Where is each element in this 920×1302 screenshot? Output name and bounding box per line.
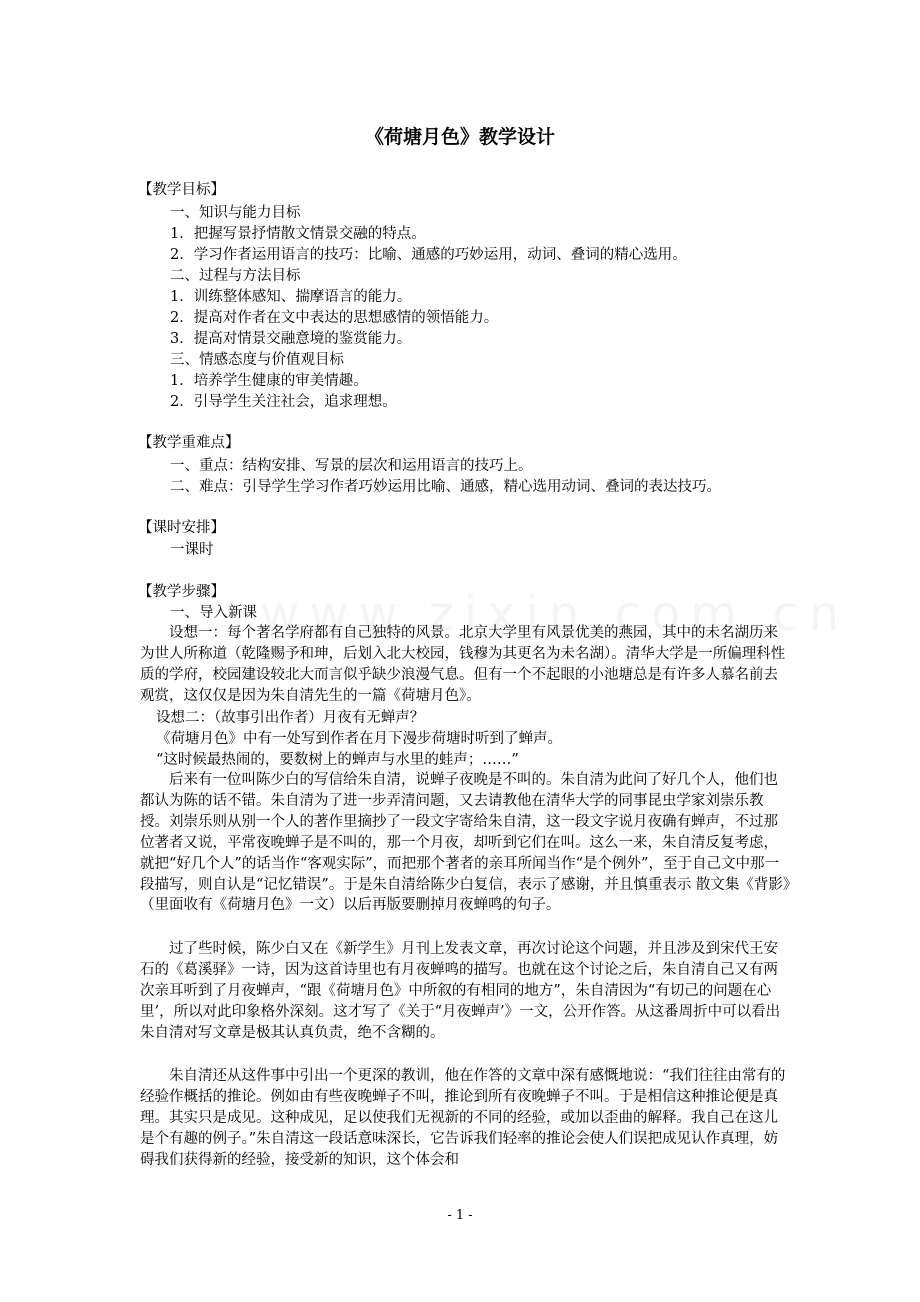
goals-sub-heading-2: 二、过程与方法目标 [170,268,301,284]
page-title: 《荷塘月色》教学设计 [364,126,555,148]
key-item: 一、重点：结构安排、写景的层次和运用语言的技巧上。 [170,458,533,474]
goals-item: 1．把握写景抒情散文情景交融的特点。 [170,226,426,242]
steps-heading: 【教学步骤】 [138,584,225,600]
time-heading: 【课时安排】 [138,520,225,536]
paragraph: 过了些时候，陈少白又在《新学生》月刊上发表文章，再次讨论这个问题，并且涉及到宋代王安石的《葛溪驿》一诗，因为这首诗里也有月夜蝉鸣的描写。也就在这个讨论之后，朱自清自己又有两次亲耳听到了月夜蝉声，“跟《荷塘月色》中所叙的有相同的地方”，朱自清因为“有切己的问题在心里’，所以对此印象格外深刻。这才写了《关于“月夜蝉声’》一文，公开作答。从这番周折中可以看出朱自清对写文章是极其认真负责，绝不含糊的。 [140,941,781,1041]
goals-item: 2．提高对作者在文中表达的思想感情的领悟能力。 [170,310,499,326]
goals-sub-heading-3: 三、情感态度与价值观目标 [170,352,344,368]
goals-item: 2．学习作者运用语言的技巧：比喻、通感的巧妙运用，动词、叠词的精心选用。 [170,247,687,263]
steps-sub-heading-1: 一、导入新课 [170,605,257,621]
goals-item: 3．提高对情景交融意境的鉴赏能力。 [170,331,412,347]
time-item: 一课时 [170,542,214,558]
steps-body [140,939,792,1044]
steps-line: 《荷塘月色》中有一处写到作者在月下漫步荷塘时听到了蝉声。 [156,731,562,747]
goals-item: 1．培养学生健康的审美情趣。 [170,373,368,389]
paragraph: 设想一：每个著名学府都有自己独特的风景。北京大学里有风景优美的燕园，其中的未名湖历来为世人所称道（乾隆赐予和珅，后划入北大校园，钱穆为其更名为未名湖）。清华大学是一所偏理科性质的学府，校园建设较北大而言似乎缺少浪漫气息。但有一个不起眼的小池塘总是有许多人慕名前去观赏，这仅仅是因为朱自清先生的一篇《荷塘月色》。 [140,625,786,704]
goals-item: 1．训练整体感知、揣摩语言的能力。 [170,289,412,305]
goals-item: 2．引导学生关注社会，追求理想。 [170,394,397,410]
paragraph: 后来有一位叫陈少白的写信给朱自清，说蝉子夜晚是不叫的。朱自清为此问了好几个人，他们也都认为陈的话不错。朱自清为了进一步弄清问题，又去请教他在清华大学的同事昆虫学家刘崇乐教授。刘崇乐则从别一个人的著作里摘抄了一段文字寄给朱自清，这一段文字说月夜确有蝉声，不过那位著者又说，平常夜晚蝉子是不叫的，那一个月夜，却听到它们在叫。这么一来，朱自清反复考虑，就把“好几个人”的话当作“客观实际”，而把那个著者的亲耳所闻当作“是个例外”，至于自己文中那一段描写，则自认是“记忆错误”。于是朱自清给陈少白复信，表示了感谢，并且慎重表示 散文集《背影》（里面收有《荷塘月色》一文）以后再版要删掉月夜蝉鸣的句子。 [140,772,791,914]
steps-body [140,623,792,707]
paragraph: 朱自清还从这件事中引出一个更深的教训，他在作答的文章中深有感慨地说：“我们往往由常有的经验作概括的推论。例如由有些夜晚蝉子不叫，推论到所有夜晚蝉子不叫。于是相信这种推论便是真理。其实只是成见。这种成见，足以使我们无视新的不同的经验，或加以歪曲的解释。我自己在这儿是个有趣的例子。”朱自清这一段话意味深长，它告诉我们轻率的推论会使人们误把成见认作真理，妨碍我们获得新的经验，接受新的知识，这个体会和 [140,1068,786,1168]
steps-line: 设想二：（故事引出作者）月夜有无蝉声？ [156,710,425,726]
key-heading: 【教学重难点】 [138,435,240,451]
goals-sub-heading-1: 一、知识与能力目标 [170,205,301,221]
key-item: 二、难点：引导学生学习作者巧妙运用比喻、通感，精心选用动词、叠词的表达技巧。 [170,479,721,495]
steps-body [140,1066,792,1171]
page-number: - 1 - [447,1208,473,1223]
steps-body [140,770,792,916]
goals-heading: 【教学目标】 [138,182,225,198]
steps-line: “这时候最热闹的，要数树上的蝉声与水里的蛙声；……” [156,752,519,768]
